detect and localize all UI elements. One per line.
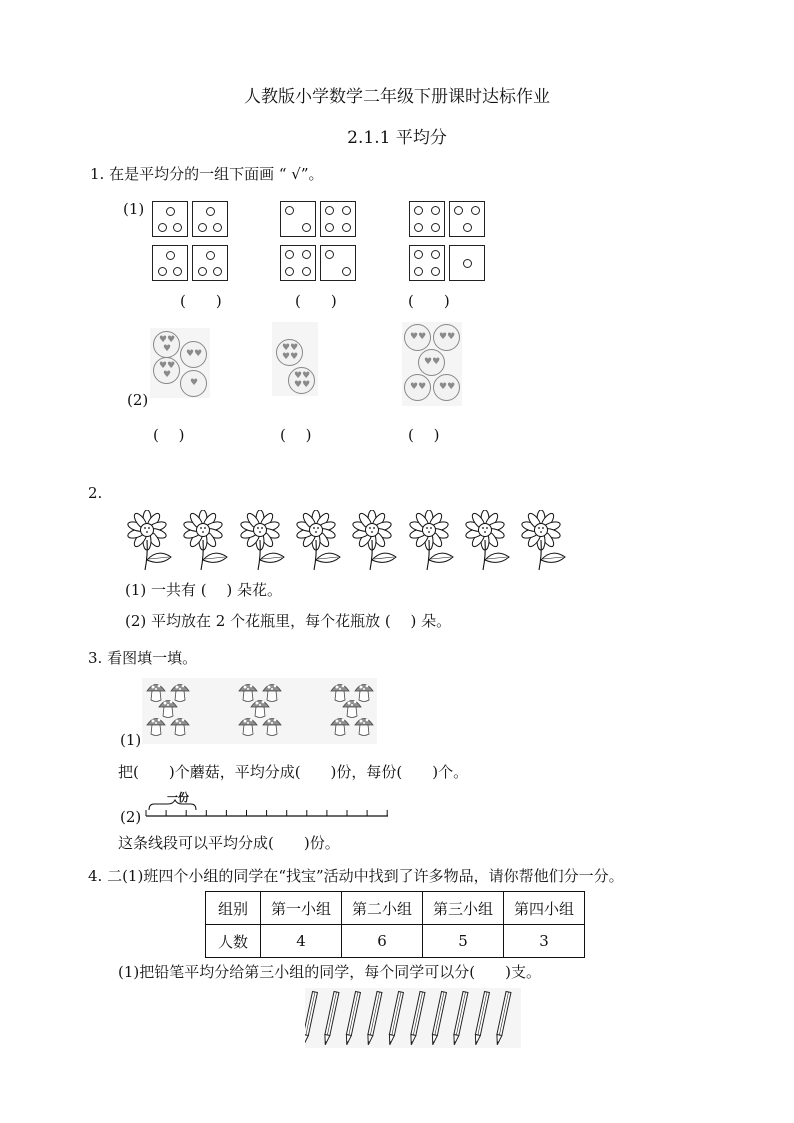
plate: ♥♥ ♥♥: [288, 367, 315, 394]
plate: ♥♥: [180, 341, 207, 368]
flower-icon: [407, 510, 455, 572]
question-3-sentence-1: 把( )个蘑菇，平均分成( )份，每份( )个。: [118, 763, 469, 781]
table-cell: 人数: [206, 925, 261, 958]
one-part-brace: [149, 800, 196, 810]
answer-blank-1c[interactable]: ( ): [408, 292, 450, 310]
pencil-icon: [495, 991, 511, 1045]
pencil-icon: [344, 991, 360, 1045]
pencils-row: [305, 988, 525, 1050]
answer-blank-2c[interactable]: ( ): [408, 426, 440, 444]
plate: ♥♥: [433, 324, 460, 351]
mushroom-icon: [261, 714, 283, 738]
mushroom-groups: [142, 678, 382, 744]
document-title: 人教版小学数学二年级下册课时达标作业: [244, 87, 550, 107]
question-3-sentence-2: 这条线段可以平均分成( )份。: [118, 834, 340, 852]
plate: ♥♥: [404, 374, 431, 401]
plate: ♥♥: [418, 349, 445, 376]
question-3-part-2-label: (2): [120, 808, 142, 826]
table-cell: 第一小组: [261, 892, 342, 925]
flower-icon: [181, 510, 229, 572]
die: [320, 201, 356, 237]
plate: ♥♥ ♥: [153, 331, 180, 358]
table-cell: 4: [261, 925, 342, 958]
plate: ♥♥ ♥♥: [276, 339, 303, 366]
question-3-text: 3. 看图填一填。: [88, 649, 198, 667]
mushroom-icon: [329, 714, 351, 738]
pencil-icon: [305, 991, 317, 1045]
lesson-title: 2.1.1 平均分: [347, 128, 447, 148]
answer-blank-2a[interactable]: ( ): [153, 426, 185, 444]
question-1-part-2-label: (2): [127, 391, 149, 409]
pencil-icon: [366, 991, 382, 1045]
flower-icon: [294, 510, 342, 572]
table-cell: 3: [504, 925, 585, 958]
answer-blank-1a[interactable]: ( ): [180, 292, 222, 310]
die: [192, 201, 228, 237]
group-table: [205, 891, 585, 958]
pencil-icon: [387, 991, 403, 1045]
die: [409, 201, 445, 237]
question-4-sub-1: (1)把铅笔平均分给第三小组的同学，每个同学可以分( )支。: [118, 963, 541, 981]
line-segment-diagram: [140, 798, 395, 824]
question-1-part-1-label: (1): [123, 200, 145, 218]
mushroom-icon: [145, 714, 167, 738]
die: [280, 245, 316, 281]
die: [152, 245, 188, 281]
flower-icon: [125, 510, 173, 572]
answer-blank-1b[interactable]: ( ): [295, 292, 337, 310]
flower-icon: [238, 510, 286, 572]
pencil-icon: [323, 991, 339, 1045]
mushroom-icon: [169, 714, 191, 738]
pencil-icon: [473, 991, 489, 1045]
plate: ♥: [180, 370, 207, 397]
die: [320, 245, 356, 281]
die: [152, 201, 188, 237]
segment-one-part-label: 一份: [167, 791, 189, 804]
die: [449, 245, 485, 281]
table-cell: 第四小组: [504, 892, 585, 925]
flower-icon: [350, 510, 398, 572]
answer-blank-2b[interactable]: ( ): [280, 426, 312, 444]
die: [280, 201, 316, 237]
pencil-icon: [430, 991, 446, 1045]
die: [449, 201, 485, 237]
table-cell: 6: [342, 925, 423, 958]
flower-icon: [519, 510, 567, 572]
mushroom-icon: [237, 714, 259, 738]
plate: ♥♥: [404, 324, 431, 351]
question-4-text: 4. 二(1)班四个小组的同学在“找宝”活动中找到了许多物品，请你帮他们分一分。: [88, 867, 624, 885]
pencil-icon: [409, 991, 425, 1045]
table-cell: 组别: [206, 892, 261, 925]
question-2-line-2: (2) 平均放在 2 个花瓶里，每个花瓶放 ( ) 朵。: [125, 612, 452, 630]
table-cell: 5: [423, 925, 504, 958]
plate: ♥♥: [433, 374, 460, 401]
pencil-icon: [452, 991, 468, 1045]
table-row: [206, 925, 585, 958]
die: [409, 245, 445, 281]
question-2-number: 2.: [88, 484, 103, 502]
table-cell: 第二小组: [342, 892, 423, 925]
question-1-text: 1. 在是平均分的一组下面画 “ √”。: [90, 165, 324, 183]
die: [192, 245, 228, 281]
question-3-part-1-label: (1): [120, 731, 142, 749]
flower-icon: [463, 510, 511, 572]
plate: ♥♥ ♥: [153, 357, 180, 384]
mushroom-icon: [353, 714, 375, 738]
table-cell: 第三小组: [423, 892, 504, 925]
table-header-row: [206, 892, 585, 925]
question-2-line-1: (1) 一共有 ( ) 朵花。: [125, 581, 283, 599]
flowers-row: [125, 510, 575, 572]
